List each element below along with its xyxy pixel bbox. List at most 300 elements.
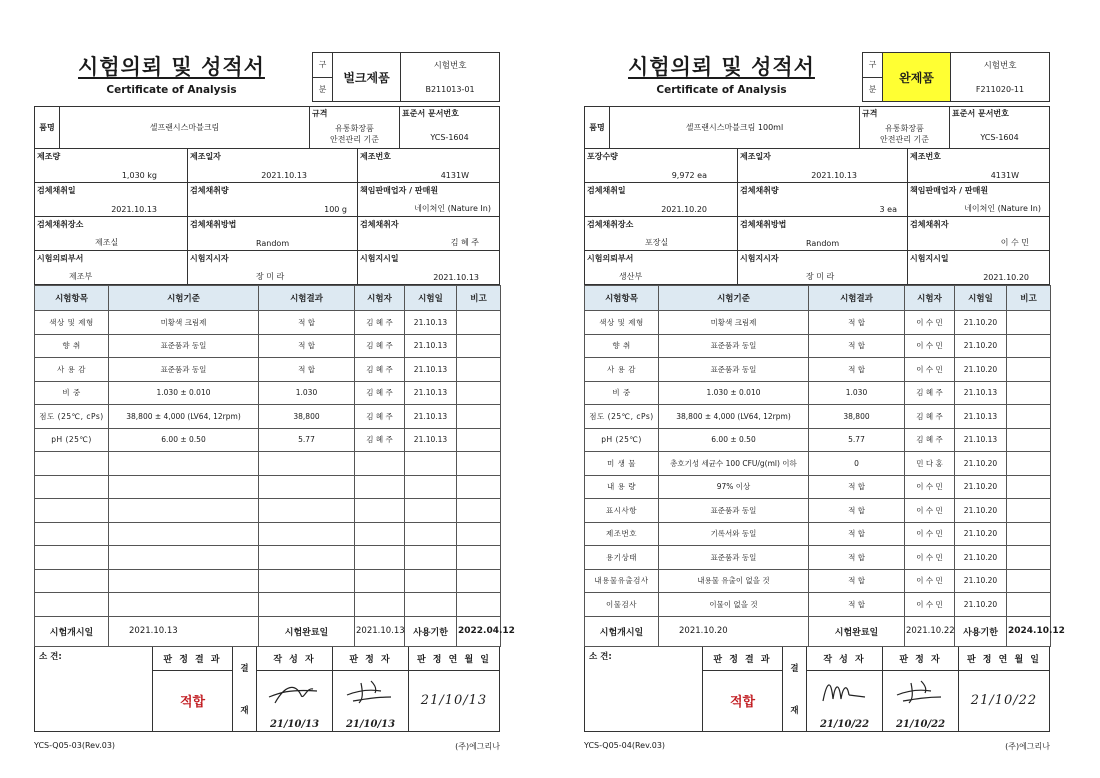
- sample-place-label: 검체채취장소: [37, 220, 84, 229]
- table-cell: 이 수 민: [905, 475, 955, 499]
- table-cell: [35, 546, 109, 570]
- table-row: [35, 428, 501, 452]
- table-cell: 97% 이상: [659, 475, 809, 499]
- qty-label: 제조량: [37, 152, 61, 161]
- table-cell: 6.00 ± 0.50: [659, 428, 809, 452]
- spec-value-2: 안전관리 기준: [330, 135, 379, 144]
- author-label: 작 성 자: [807, 647, 882, 671]
- req-dept-value: 제조부: [69, 272, 93, 281]
- table-cell: 이물이 없을 것: [659, 593, 809, 617]
- spec-value-2: 안전관리 기준: [880, 135, 929, 144]
- start-date-label: 시험개시일: [585, 616, 659, 646]
- table-cell: [355, 499, 405, 523]
- table-cell: 이 수 민: [905, 358, 955, 382]
- judge-result-value: 적합: [179, 695, 206, 710]
- table-cell: 향 취: [585, 334, 659, 358]
- std-doc-label: 표준서 문서번호: [952, 109, 1009, 118]
- judge-signature: [341, 675, 401, 709]
- table-row: [585, 334, 1051, 358]
- seller-label: 책임판매업자 / 판매원: [360, 186, 439, 195]
- table-cell: [1007, 569, 1051, 593]
- table-cell: 김 혜 주: [355, 311, 405, 335]
- table-cell: 적 합: [809, 593, 905, 617]
- table-header-row: [585, 286, 1051, 311]
- end-date-value: 2021.10.13: [355, 616, 405, 646]
- classification-box: [862, 52, 1050, 102]
- table-cell: 내용물유출검사: [585, 569, 659, 593]
- doc-title-ko: 시험의뢰 및 성적서: [78, 55, 265, 79]
- spec-value-1: 유통화장품: [885, 124, 924, 133]
- judge-result-col: [153, 647, 233, 731]
- table-cell: 표시사항: [585, 499, 659, 523]
- table-cell: 이 수 민: [905, 546, 955, 570]
- mfg-row: [35, 149, 499, 183]
- table-cell: 이 수 민: [905, 311, 955, 335]
- table-cell: 적 합: [809, 522, 905, 546]
- table-cell: 비 중: [35, 381, 109, 405]
- sampler-value: 이 수 민: [1000, 238, 1029, 247]
- table-cell: 미 생 물: [585, 452, 659, 476]
- table-cell: 미황색 크림제: [109, 311, 259, 335]
- std-doc-label: 표준서 문서번호: [402, 109, 459, 118]
- judge-result-col: [703, 647, 783, 731]
- table-cell: 6.00 ± 0.50: [109, 428, 259, 452]
- table-cell: 적 합: [809, 475, 905, 499]
- table-cell: 21.10.20: [955, 593, 1007, 617]
- table-cell: 21.10.13: [405, 381, 457, 405]
- sample-place-value: 포장실: [645, 238, 669, 247]
- table-cell: [35, 499, 109, 523]
- sample-place-value: 제조실: [95, 238, 119, 247]
- table-cell: 이 수 민: [905, 569, 955, 593]
- table-row: [35, 358, 501, 382]
- company-name: (주)에그리나: [1005, 742, 1050, 751]
- table-cell: 21.10.13: [405, 358, 457, 382]
- table-cell: 21.10.20: [955, 334, 1007, 358]
- table-cell: [1007, 546, 1051, 570]
- judge-date-col: [959, 647, 1049, 731]
- table-cell: [1007, 334, 1051, 358]
- req-dept-value: 생산부: [619, 272, 643, 281]
- sampling-row: [35, 217, 499, 251]
- mfg-no-value: 4131W: [440, 171, 469, 180]
- request-row: [585, 251, 1049, 285]
- sample-qty-label: 검체채취량: [740, 186, 779, 195]
- start-date-label: 시험개시일: [35, 616, 109, 646]
- table-cell: [1007, 381, 1051, 405]
- table-cell: 적 합: [809, 499, 905, 523]
- table-cell: [457, 546, 501, 570]
- table-cell: 21.10.13: [405, 334, 457, 358]
- sample-date-value: 2021.10.13: [111, 205, 157, 214]
- table-cell: 향 취: [35, 334, 109, 358]
- table-cell: 표준품과 동일: [659, 499, 809, 523]
- table-cell: 표준품과 동일: [659, 546, 809, 570]
- doc-title-ko: 시험의뢰 및 성적서: [628, 55, 815, 79]
- product-name: 셀프랜시스마블크림: [60, 107, 310, 148]
- approval-char-2: 재: [240, 705, 249, 716]
- table-cell: [109, 499, 259, 523]
- directive-value: 장 미 라: [256, 272, 285, 281]
- table-cell: 내 용 량: [585, 475, 659, 499]
- directive-label: 시험지시자: [190, 254, 229, 263]
- title-block: [584, 52, 859, 102]
- table-cell: [109, 593, 259, 617]
- test-number-label: 시험번호: [983, 61, 1017, 71]
- table-row: [35, 475, 501, 499]
- table-cell: 점도 (25℃, cPs): [585, 405, 659, 429]
- approval-label: [233, 647, 257, 731]
- table-row: [35, 381, 501, 405]
- column-header: 시험결과: [809, 286, 905, 311]
- table-cell: 김 혜 주: [355, 358, 405, 382]
- table-cell: 38,800 ± 4,000 (LV64, 12rpm): [109, 405, 259, 429]
- classification-box: [312, 52, 500, 102]
- author-signature: [265, 675, 325, 709]
- table-cell: [1007, 475, 1051, 499]
- table-cell: 적 합: [809, 334, 905, 358]
- table-cell: 1.030 ± 0.010: [109, 381, 259, 405]
- mfg-row: [585, 149, 1049, 183]
- table-cell: [1007, 311, 1051, 335]
- title-block: [34, 52, 309, 102]
- judge-col: [333, 647, 409, 731]
- expiry-label: 사용기한: [405, 616, 457, 646]
- judge-result-label: 판 정 결 과: [153, 647, 232, 671]
- approval-char-1: 결: [240, 663, 249, 674]
- table-cell: 용기상태: [585, 546, 659, 570]
- table-cell: [405, 499, 457, 523]
- sampler-value: 김 혜 주: [450, 238, 479, 247]
- table-cell: 이 수 민: [905, 522, 955, 546]
- sample-qty-value: 3 ea: [879, 205, 897, 214]
- table-cell: [259, 522, 355, 546]
- std-doc-number: YCS-1604: [980, 133, 1019, 142]
- seller-value: 네이쳐인 (Nature In): [964, 204, 1041, 213]
- product-name: 셀프랜시스마블크림 100ml: [610, 107, 860, 148]
- table-cell: [405, 569, 457, 593]
- table-row: [585, 358, 1051, 382]
- table-cell: [405, 546, 457, 570]
- table-cell: 21.10.20: [955, 522, 1007, 546]
- table-cell: pH (25℃): [35, 428, 109, 452]
- table-cell: 1.030: [809, 381, 905, 405]
- end-date-label: 시험완료일: [259, 616, 355, 646]
- table-cell: 5.77: [259, 428, 355, 452]
- table-cell: 사 용 감: [35, 358, 109, 382]
- table-row: [585, 499, 1051, 523]
- column-header: 시험항목: [585, 286, 659, 311]
- table-cell: 21.10.20: [955, 569, 1007, 593]
- table-cell: 적 합: [259, 358, 355, 382]
- directive-date-value: 2021.10.20: [983, 273, 1029, 282]
- table-cell: 김 혜 주: [355, 405, 405, 429]
- author-sign-date: 21/10/22: [819, 718, 870, 730]
- expiry-label: 사용기한: [955, 616, 1007, 646]
- table-cell: [457, 569, 501, 593]
- judge-label: 판 정 자: [883, 647, 958, 671]
- certificate-finished: [584, 52, 1065, 732]
- table-cell: [259, 593, 355, 617]
- table-row: [585, 428, 1051, 452]
- table-cell: 1.030 ± 0.010: [659, 381, 809, 405]
- product-type: 벌크제품: [333, 53, 401, 101]
- judgement-block: [34, 647, 500, 732]
- table-cell: [1007, 522, 1051, 546]
- column-header: 시험기준: [109, 286, 259, 311]
- judge-sign-date: 21/10/13: [345, 718, 396, 730]
- table-cell: [259, 546, 355, 570]
- table-cell: 이 수 민: [905, 593, 955, 617]
- approval-label: [783, 647, 807, 731]
- table-cell: [1007, 452, 1051, 476]
- start-date-value: 2021.10.20: [659, 616, 809, 646]
- table-cell: 김 혜 주: [905, 381, 955, 405]
- spec-cell: [310, 107, 400, 148]
- sample-method-label: 검체채취방법: [190, 220, 237, 229]
- sampler-label: 검체채취자: [910, 220, 949, 229]
- table-row: [35, 546, 501, 570]
- expiry-value: 2024.10.12: [1007, 616, 1051, 646]
- sample-method-value: Random: [256, 239, 290, 248]
- table-cell: 민 다 홍: [905, 452, 955, 476]
- test-number-cell: [401, 53, 499, 101]
- mfg-no-label: 제조번호: [910, 152, 941, 161]
- table-cell: 적 합: [809, 546, 905, 570]
- end-date-label: 시험완료일: [809, 616, 905, 646]
- test-results-table: [34, 285, 515, 647]
- table-cell: [405, 475, 457, 499]
- judge-date-value: 21/10/22: [970, 693, 1038, 708]
- doc-header: [34, 52, 500, 102]
- table-row: [35, 405, 501, 429]
- opinion-label: 소 견:: [35, 647, 153, 731]
- table-cell: 이물검사: [585, 593, 659, 617]
- table-cell: 21.10.20: [955, 499, 1007, 523]
- table-cell: 38,800: [259, 405, 355, 429]
- table-cell: [259, 475, 355, 499]
- qty-value: 9,972 ea: [671, 171, 707, 180]
- sample-method-value: Random: [806, 239, 840, 248]
- table-cell: [1007, 428, 1051, 452]
- table-cell: [259, 499, 355, 523]
- table-row: [35, 522, 501, 546]
- mfg-date-label: 제조일자: [190, 152, 221, 161]
- doc-title-en: Certificate of Analysis: [656, 84, 787, 96]
- sample-date-label: 검체채취일: [37, 186, 76, 195]
- author-label: 작 성 자: [257, 647, 332, 671]
- sample-qty-label: 검체채취량: [190, 186, 229, 195]
- judgement-block: [584, 647, 1050, 732]
- std-doc-number: YCS-1604: [430, 133, 469, 142]
- table-row: [35, 593, 501, 617]
- footer-left: [34, 741, 500, 752]
- table-cell: [259, 569, 355, 593]
- date-summary-row: [585, 616, 1051, 646]
- form-number: YCS-Q05-04(Rev.03): [584, 741, 666, 750]
- table-cell: [457, 522, 501, 546]
- table-cell: [355, 452, 405, 476]
- table-cell: [405, 522, 457, 546]
- test-number-label: 시험번호: [433, 61, 467, 71]
- judge-result-label: 판 정 결 과: [703, 647, 782, 671]
- table-cell: 색상 및 제형: [35, 311, 109, 335]
- sample-qty-value: 100 g: [324, 205, 347, 214]
- table-cell: 38,800 ± 4,000 (LV64, 12rpm): [659, 405, 809, 429]
- table-row: [35, 569, 501, 593]
- table-cell: [35, 593, 109, 617]
- table-cell: 내용물 유출이 없을 것: [659, 569, 809, 593]
- table-cell: [1007, 405, 1051, 429]
- judge-signature: [891, 675, 951, 709]
- gubun-char-1: 구: [313, 53, 332, 78]
- author-signature: [815, 675, 875, 709]
- end-date-value: 2021.10.22: [905, 616, 955, 646]
- test-number-cell: [951, 53, 1049, 101]
- table-cell: 기록서와 동일: [659, 522, 809, 546]
- sample-row: [35, 183, 499, 217]
- approval-char-2: 재: [790, 705, 799, 716]
- table-cell: 적 합: [809, 358, 905, 382]
- sample-place-label: 검체채취장소: [587, 220, 634, 229]
- test-number: F211020-11: [975, 84, 1025, 94]
- spec-cell: [860, 107, 950, 148]
- table-row: [585, 311, 1051, 335]
- column-header: 시험결과: [259, 286, 355, 311]
- table-cell: 표준품과 동일: [659, 358, 809, 382]
- table-row: [585, 381, 1051, 405]
- mfg-date-value: 2021.10.13: [261, 171, 307, 180]
- std-doc-cell: [950, 107, 1049, 148]
- table-cell: [457, 358, 501, 382]
- table-cell: 적 합: [259, 311, 355, 335]
- table-cell: 38,800: [809, 405, 905, 429]
- table-row: [585, 593, 1051, 617]
- table-cell: pH (25℃): [585, 428, 659, 452]
- table-cell: 김 혜 주: [905, 428, 955, 452]
- qty-value: 1,030 kg: [121, 171, 157, 180]
- test-number: B211013-01: [425, 84, 475, 94]
- table-cell: [457, 452, 501, 476]
- judge-date-label: 판 정 연 월 일: [959, 647, 1049, 671]
- info-block: [34, 106, 500, 285]
- table-cell: 21.10.20: [955, 546, 1007, 570]
- sample-method-label: 검체채취방법: [740, 220, 787, 229]
- table-cell: [109, 452, 259, 476]
- table-cell: 표준품과 동일: [659, 334, 809, 358]
- table-cell: 이 수 민: [905, 334, 955, 358]
- table-cell: [35, 475, 109, 499]
- table-row: [585, 452, 1051, 476]
- table-cell: [109, 546, 259, 570]
- table-cell: [405, 593, 457, 617]
- directive-value: 장 미 라: [806, 272, 835, 281]
- table-cell: 적 합: [259, 334, 355, 358]
- directive-date-value: 2021.10.13: [433, 273, 479, 282]
- request-row: [35, 251, 499, 285]
- column-header: 시험일: [405, 286, 457, 311]
- table-cell: [1007, 593, 1051, 617]
- author-col: [807, 647, 883, 731]
- table-cell: 5.77: [809, 428, 905, 452]
- req-dept-label: 시험의뢰부서: [37, 254, 84, 263]
- table-cell: [457, 334, 501, 358]
- seller-value: 네이쳐인 (Nature In): [414, 204, 491, 213]
- table-cell: [457, 311, 501, 335]
- product-name-label: 품명: [35, 107, 60, 148]
- table-cell: [355, 546, 405, 570]
- table-row: [585, 475, 1051, 499]
- table-header-row: [35, 286, 501, 311]
- author-col: [257, 647, 333, 731]
- mfg-date-value: 2021.10.13: [811, 171, 857, 180]
- table-cell: 미황색 크림제: [659, 311, 809, 335]
- seller-label: 책임판매업자 / 판매원: [910, 186, 989, 195]
- req-dept-label: 시험의뢰부서: [587, 254, 634, 263]
- table-row: [585, 522, 1051, 546]
- gubun-label: [313, 53, 333, 101]
- table-cell: [457, 499, 501, 523]
- directive-date-label: 시험지시일: [360, 254, 399, 263]
- table-cell: 제조번호: [585, 522, 659, 546]
- table-cell: 0: [809, 452, 905, 476]
- column-header: 비고: [1007, 286, 1051, 311]
- std-doc-cell: [400, 107, 499, 148]
- product-name-label: 품명: [585, 107, 610, 148]
- table-cell: 사 용 감: [585, 358, 659, 382]
- table-cell: [35, 522, 109, 546]
- expiry-value: 2022.04.12: [457, 616, 501, 646]
- gubun-label: [863, 53, 883, 101]
- table-cell: [109, 475, 259, 499]
- table-cell: 1.030: [259, 381, 355, 405]
- table-cell: 적 합: [809, 311, 905, 335]
- column-header: 시험일: [955, 286, 1007, 311]
- table-cell: 김 혜 주: [905, 405, 955, 429]
- product-row: [585, 107, 1049, 149]
- table-cell: 21.10.13: [405, 405, 457, 429]
- table-row: [35, 334, 501, 358]
- table-cell: [457, 475, 501, 499]
- table-cell: 21.10.13: [955, 381, 1007, 405]
- judge-result-value: 적합: [729, 695, 756, 710]
- table-cell: 21.10.13: [955, 428, 1007, 452]
- gubun-char-1: 구: [863, 53, 882, 78]
- info-block: [584, 106, 1050, 285]
- column-header: 비고: [457, 286, 501, 311]
- sample-date-label: 검체채취일: [587, 186, 626, 195]
- doc-title-en: Certificate of Analysis: [106, 84, 237, 96]
- mfg-no-label: 제조번호: [360, 152, 391, 161]
- table-cell: 김 혜 주: [355, 334, 405, 358]
- mfg-date-label: 제조일자: [740, 152, 771, 161]
- table-cell: 21.10.20: [955, 452, 1007, 476]
- sample-date-value: 2021.10.20: [661, 205, 707, 214]
- table-row: [585, 405, 1051, 429]
- gubun-char-2: 분: [868, 84, 877, 94]
- table-cell: 21.10.13: [955, 405, 1007, 429]
- table-cell: [457, 405, 501, 429]
- test-results-table: [584, 285, 1065, 647]
- spec-value-1: 유통화장품: [335, 124, 374, 133]
- judge-date-value: 21/10/13: [420, 693, 488, 708]
- sampling-row: [585, 217, 1049, 251]
- sampler-label: 검체채취자: [360, 220, 399, 229]
- table-cell: 비 중: [585, 381, 659, 405]
- table-row: [35, 452, 501, 476]
- date-summary-row: [35, 616, 501, 646]
- table-cell: [35, 569, 109, 593]
